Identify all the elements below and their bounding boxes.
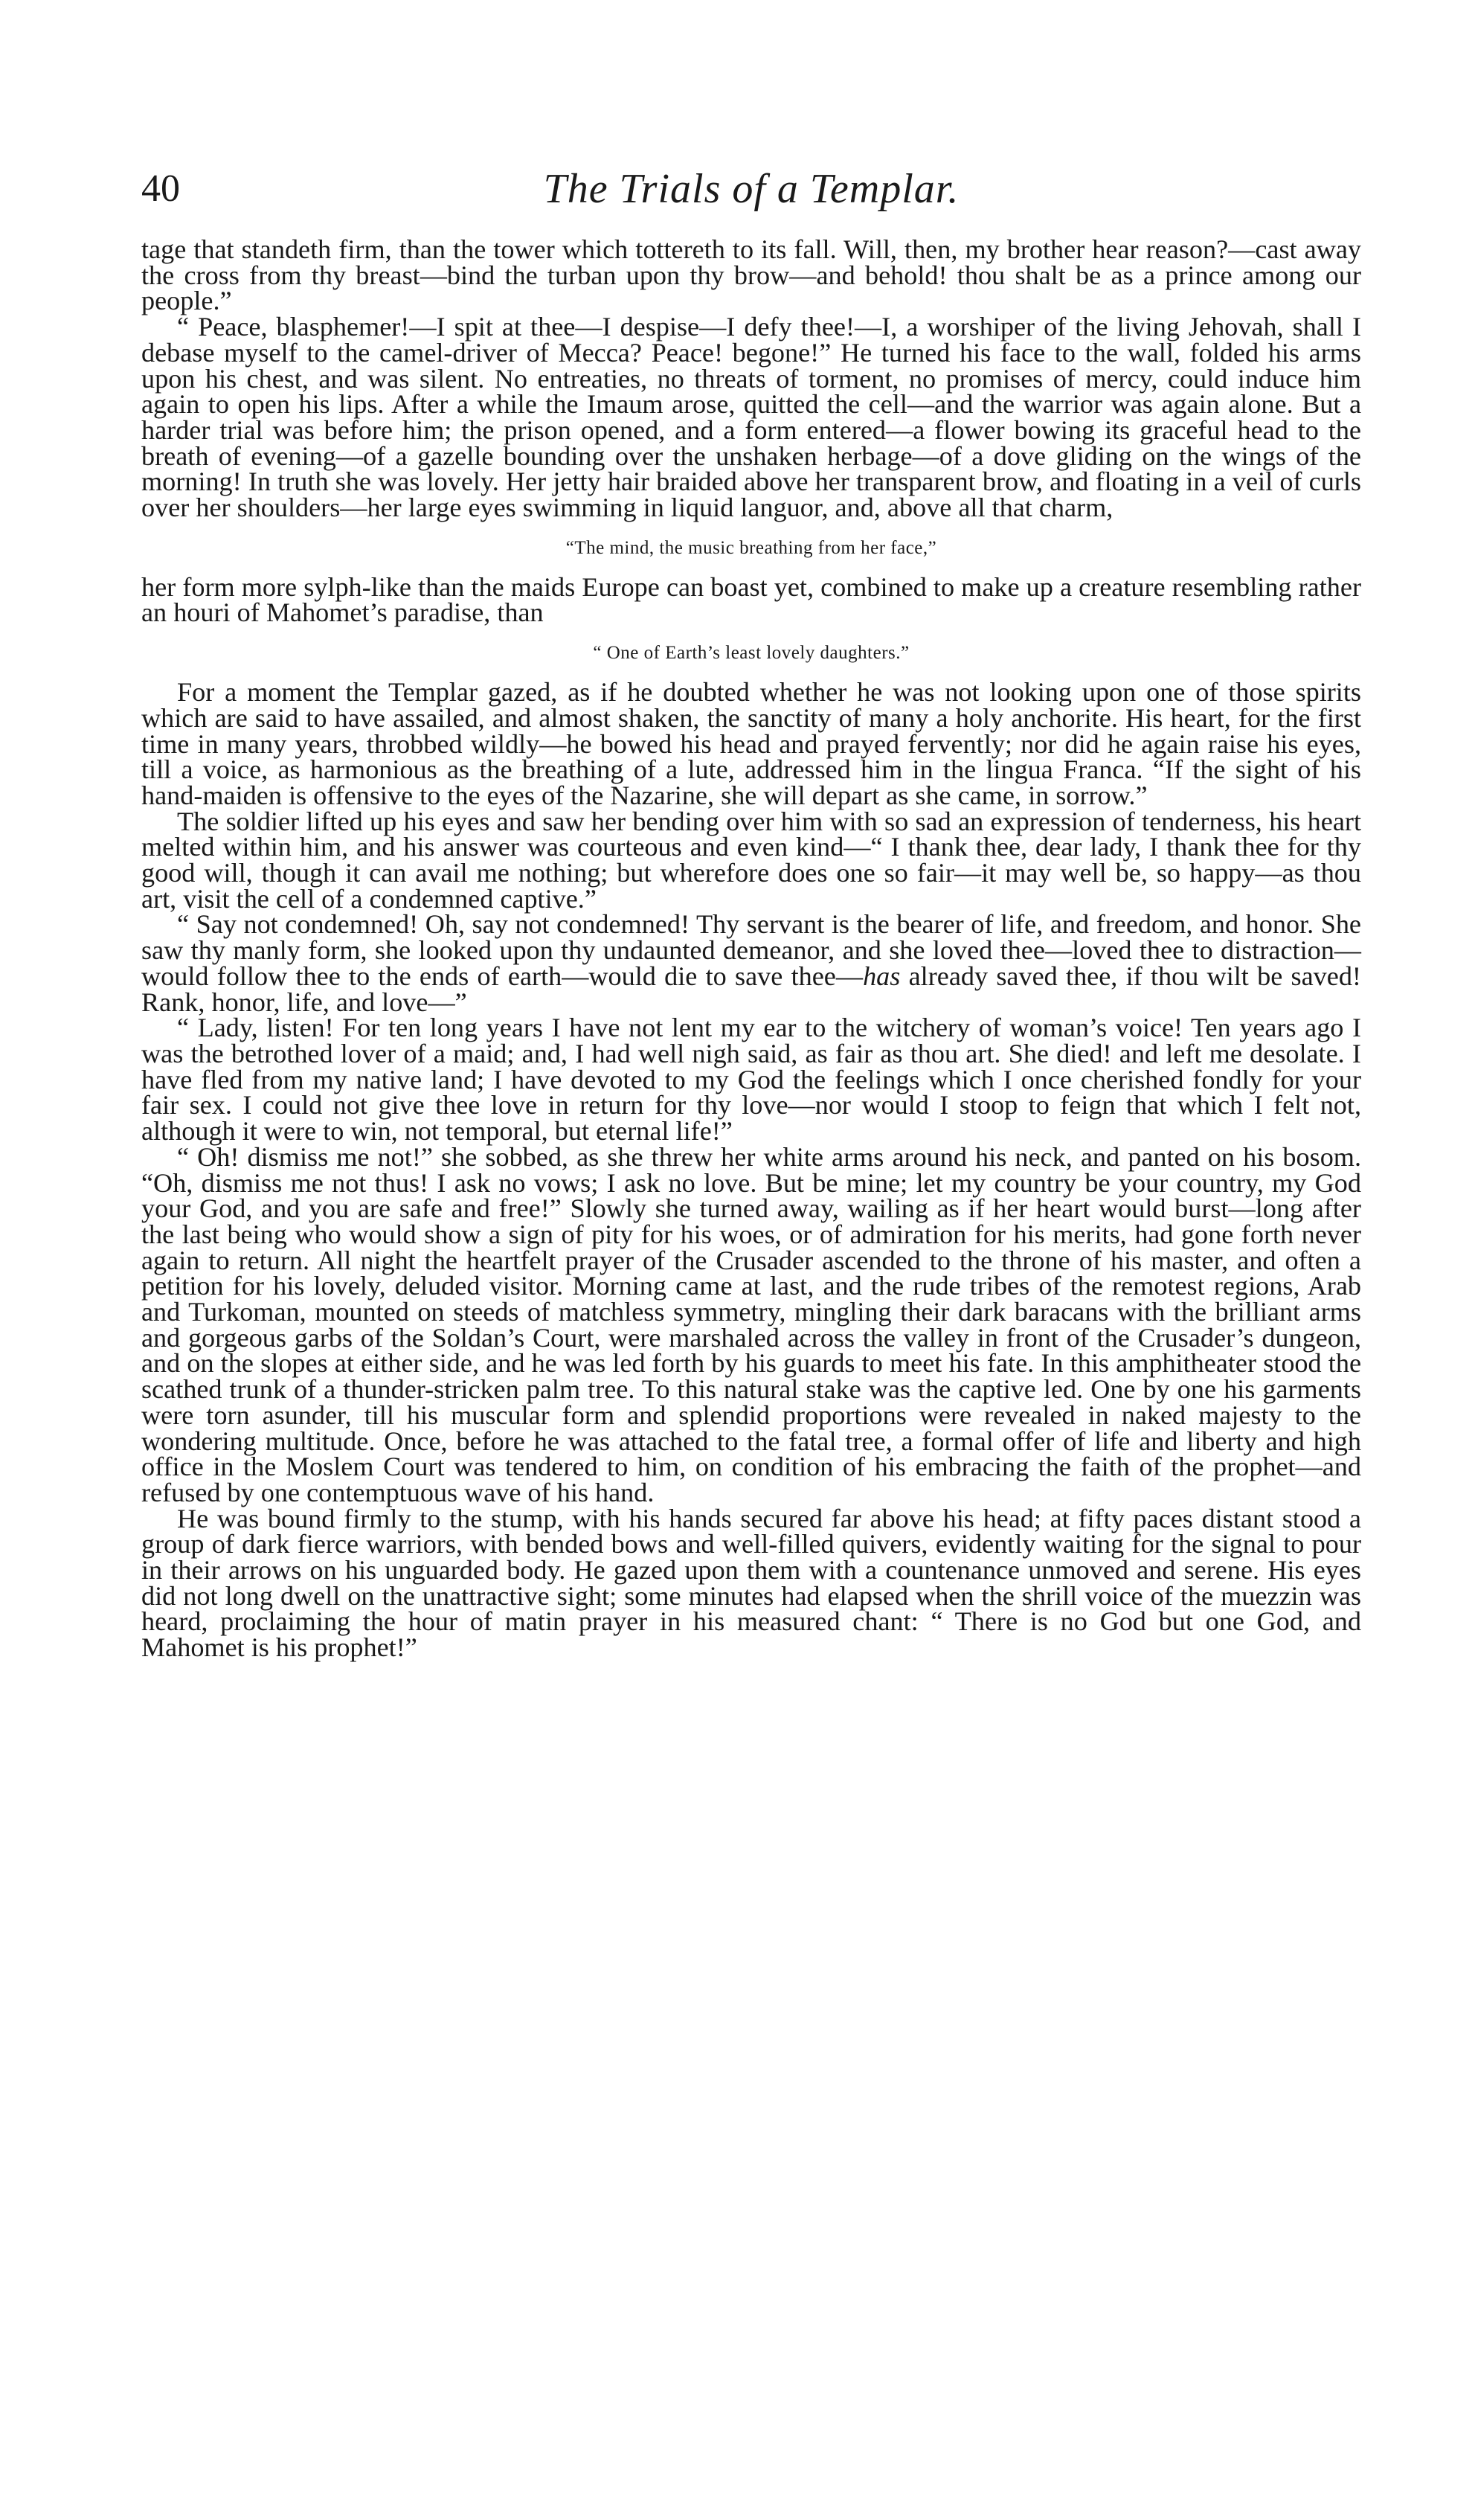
- page-header: [141, 165, 1361, 225]
- paragraph-text: already saved thee, if thou wilt be saved! Rank, honor, life, and love—”: [141, 961, 1361, 1017]
- paragraph: For a moment the Templar gazed, as if he doubted whether he was not looking upon one of those spirits which are said to have assailed, and almost shaken, the sanctity of many a holy anchorite. His heart, for the first time in many years, throbbed wildly—he bowed his head and prayed fervently; nor did he again raise his eyes, till a voice, as harmonious as the breathing of a lute, addressed him in the lingua Franca. “If the sight of his hand-maiden is offensive to the eyes of the Nazarine, she will depart as she came, in sorrow.”: [141, 677, 1361, 810]
- paragraph: “ Oh! dismiss me not!” she sobbed, as she threw her white arms around his neck, and panted on his bosom. “Oh, dismiss me not thus! I ask no vows; I ask no love. But be mine; let my country be your country, my God your God, and you are safe and free!” Slowly she turned away, wailing as if her heart would burst—long after the last being who would show a sign of pity for his woes, or of admiration for his merits, had gone forth never again to return. All night the heartfelt prayer of the Crusader ascended to the throne of his master, and often a petition for his lovely, deluded visitor. Morning came at last, and the rude tribes of the remotest regions, Arab and Turkoman, mounted on steeds of matchless symmetry, mingling their dark baracans with the brilliant arms and gorgeous garbs of the Soldan’s Court, were marshaled across the valley in front of the Crusader’s dungeon, and on the slopes at either side, and he was led forth by his guards to meet his fate. In this amphitheater stood the scathed trunk of a thunder-stricken palm tree. To this natural stake was the captive led. One by one his garments were torn asunder, till his muscular form and splendid proportions were revealed in naked majesty to the wondering multitude. Once, before he was attached to the fatal tree, a formal offer of life and liberty and high office in the Moslem Court was tendered to him, on condition of his embracing the faith of the prophet—and refused by one contemptuous wave of his hand.: [141, 1141, 1361, 1507]
- verse-quotation: “The mind, the music breathing from her face,”: [565, 537, 937, 558]
- paragraph: her form more sylph-like than the maids Europe can boast yet, combined to make up a creature resembling rather an houri of Mahomet’s paradise, than: [141, 571, 1361, 628]
- paragraph: The soldier lifted up his eyes and saw her bending over him with so sad an expression of tenderness, his heart melted within him, and his answer was courteous and even kind—“ I thank thee, dear lady, I thank thee for thy good will, though it can avail me nothing; but wherefore does one so fair—it may well be, so happy—as thou art, visit the cell of a condemned captive.”: [141, 806, 1361, 914]
- page-number: 40: [141, 167, 180, 210]
- emphasis-text: has: [863, 961, 901, 991]
- paragraph: tage that standeth firm, than the tower which tottereth to its fall. Will, then, my brother hear reason?—cast away the cross from thy breast—bind the turban upon thy brow—and behold! thou shalt be as a prince among our people.”: [141, 234, 1361, 316]
- verse-quotation: “ One of Earth’s least lovely daughters.”: [593, 643, 910, 664]
- paragraph: [141, 911, 1361, 1015]
- paragraph: “ Lady, listen! For ten long years I have not lent my ear to the witchery of woman’s voice! Ten years ago I was the betrothed lover of a maid; and, I had well nigh said, as fair as thou art. She died! and left me desolate. I have fled from my native land; I have devoted to my God the feelings which I once cherished fondly for your fair sex. I could not give thee love in return for thy love—nor would I stoop to feign that which I felt not, although it were to win, not temporal, but eternal life!”: [141, 1013, 1361, 1147]
- body-text: [141, 234, 1361, 1663]
- paragraph: He was bound firmly to the stump, with his hands secured far above his head; at fifty paces distant stood a group of dark fierce warriors, with bended bows and well-filled quivers, evidently waiting for the signal to pour in their arrows on his unguarded body. He gazed upon them with a countenance unmoved and serene. His eyes did not long dwell on the unattractive sight; some minutes had elapsed when the shrill voice of the muezzin was heard, proclaiming the hour of matin prayer in his measured chant: “ There is no God but one God, and Mahomet is his prophet!”: [141, 1503, 1361, 1663]
- running-title: The Trials of a Templar.: [543, 166, 960, 212]
- paragraph: “ Peace, blasphemer!—I spit at thee—I despise—I defy thee!—I, a worshiper of the living Jehovah, shall I debase myself to the camel-driver of Mecca? Peace! begone!” He turned his face to the wall, folded his arms upon his chest, and was silent. No entreaties, no threats of torment, no promises of mercy, could induce him again to open his lips. After a while the Imaum arose, quitted the cell—and the warrior was again alone. But a harder trial was before him; the prison opened, and a form entered—a flower bowing its graceful head to the breath of evening—of a gazelle bounding over the unshaken herbage—of a dove gliding on the wings of the morning! In truth she was lovely. Her jetty hair braided above her transparent brow, and floating in a veil of curls over her shoulders—her large eyes swimming in liquid languor, and, above all that charm,: [141, 312, 1361, 523]
- paragraph-text: “ Say not condemned! Oh, say not condemned! Thy servant is the bearer of life, and freedom, and honor. She saw thy manly form, she looked upon thy undaunted demeanor, and she loved thee—loved thee to distraction—would follow thee to the ends of earth—would die to save thee—: [141, 909, 1361, 991]
